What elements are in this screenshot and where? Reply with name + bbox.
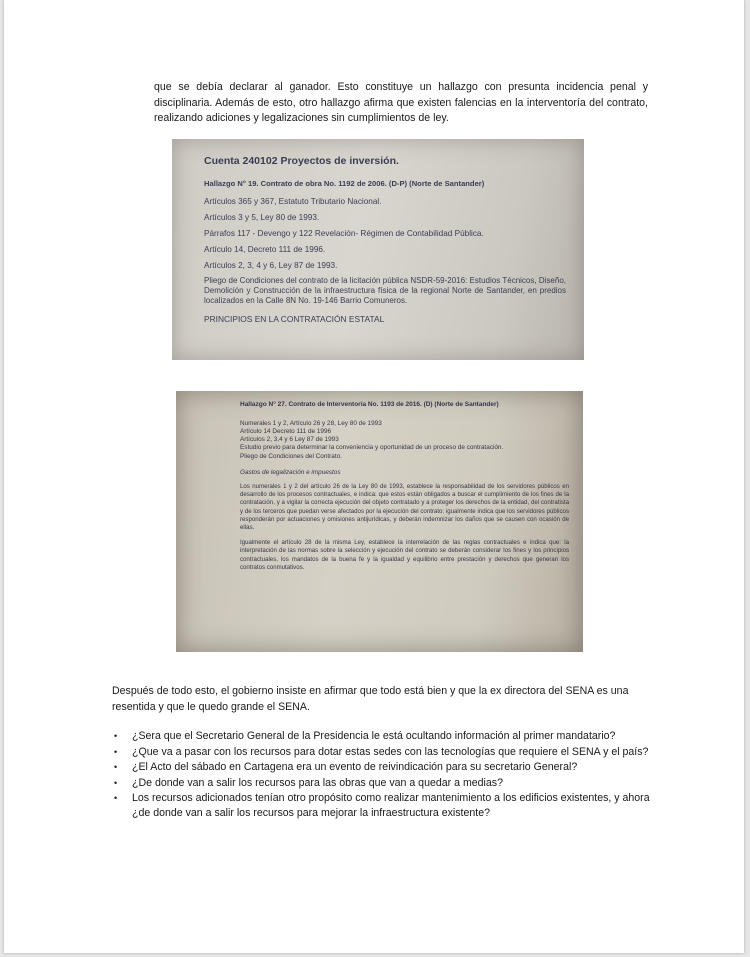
photo1-footer: PRINCIPIOS EN LA CONTRATACIÓN ESTATAL	[204, 314, 385, 324]
list-item-text: Los recursos adicionados tenían otro propósito como realizar mantenimiento a los edificios existentes, y ahora ¿de donde van a salir los recursos para mejorar la infraestructura existente?	[132, 792, 650, 819]
photo2-line: Numerales 1 y 2, Artículo 26 y 28, Ley 80 de 1993	[240, 419, 382, 427]
photo2-italic-heading: Gastos de legalización e impuestos	[240, 468, 341, 476]
photo2-paragraph-2: Igualmente el artículo 28 de la misma Ley, establece la interrelación de las reglas contractuales e indica que: la interpretación de las normas sobre la selección y ejecución del contrato se deberán considerar los fines y los principios contractuales, los mandatos de la buena fe y la igualdad y equilibrio entre prestación y derechos que generan los contratos conmutativos.	[240, 539, 569, 571]
bullet-icon: •	[114, 777, 118, 788]
list-item	[112, 745, 650, 760]
list-item	[112, 729, 650, 744]
photo2-line: Estudio previo para determinar la conveniencia y oportunidad de un proceso de contratación.	[240, 444, 504, 452]
document-page	[4, 0, 744, 953]
photo1-line: Párrafos 117 - Devengo y 122 Revelación- Régimen de Contabilidad Pública.	[204, 229, 484, 238]
photo2-line: Artículos 2, 3,4 y 6 Ley 87 de 1993	[240, 436, 339, 444]
bullet-icon: •	[114, 793, 118, 804]
photo1-line: Artículos 365 y 367, Estatuto Tributario Nacional.	[204, 197, 382, 206]
list-item-text: ¿Que va a pasar con los recursos para dotar estas sedes con las tecnologías que requiere el SENA y el país?	[132, 745, 649, 758]
intro-paragraph: que se debía declarar al ganador. Esto constituye un hallazgo con presunta incidencia penal y disciplinaria. Además de esto, otro hallazgo afirma que existen falencias en la interventoría del contrato, realizando adiciones y legalizaciones sin cumplimientos de ley.	[154, 81, 648, 124]
photo2-line: Pliego de Condiciones del Contrato.	[240, 452, 342, 460]
photo1-line: Artículos 2, 3, 4 y 6, Ley 87 de 1993.	[204, 261, 338, 270]
photo1-line: Artículo 14, Decreto 111 de 1996.	[204, 245, 326, 254]
conclusion-paragraph: Después de todo esto, el gobierno insiste en afirmar que todo está bien y que la ex directora del SENA es una resentida y que le quedo grande el SENA.	[112, 685, 629, 713]
list-item-text: ¿Sera que el Secretario General de la Presidencia le está ocultando información al primer mandatario?	[132, 730, 616, 742]
list-item	[112, 791, 650, 820]
list-item	[112, 776, 650, 791]
bullet-icon: •	[114, 746, 118, 757]
scanned-photo-hallazgo-27	[176, 391, 583, 652]
photo2-title: Hallazgo N° 27. Contrato de Interventoría No. 1193 de 2016. (D) (Norte de Santander)	[240, 401, 499, 408]
photo1-hallazgo: Hallazgo N° 19. Contrato de obra No. 1192 de 2006. (D-P) (Norte de Santander)	[204, 179, 485, 188]
list-item-text: ¿De donde van a salir los recursos para las obras que van a quedar a medias?	[132, 776, 503, 789]
photo1-title: Cuenta 240102 Proyectos de inversión.	[204, 155, 399, 167]
photo1-line: Artículos 3 y 5, Ley 80 de 1993.	[204, 213, 320, 222]
bullet-icon: •	[114, 731, 118, 741]
photo2-line: Artículo 14 Decreto 111 de 1996	[240, 427, 332, 435]
list-item	[112, 760, 650, 775]
photo1-pliego: Pliego de Condiciones del contrato de la licitación pública NSDR-59-2016: Estudios Técnicos, Diseño, Demolición y Construcción de la infraestructura física de la regional Norte de Santander, en predios localizados en la Calle 8N No. 19-146 Barrio Comuneros.	[204, 276, 566, 305]
photo2-paragraph-1: Los numerales 1 y 2 del artículo 26 de la Ley 80 de 1993, establece la responsabilidad de los servidores públicos en desarrollo de los procesos contractuales, e indica: que estos están obligados a buscar el cumplimiento de los fines de la contratación, y a vigilar la correcta ejecución del objeto contratado y a proteger los derechos de la entidad, del contratista y de los terceros que puedan verse afectados por la ejecución del contrato; igualmente indica que los servidores públicos responderán por actuaciones y omisiones antijurídicas, y deberán indemnizar los daños que se causen con ocasión de ellas.	[240, 482, 569, 531]
question-list	[112, 729, 650, 822]
list-item-text: ¿El Acto del sábado en Cartagena era un evento de reivindicación para su secretario General?	[132, 761, 578, 774]
bullet-icon: •	[114, 762, 118, 773]
scanned-photo-hallazgo-19	[172, 139, 584, 360]
